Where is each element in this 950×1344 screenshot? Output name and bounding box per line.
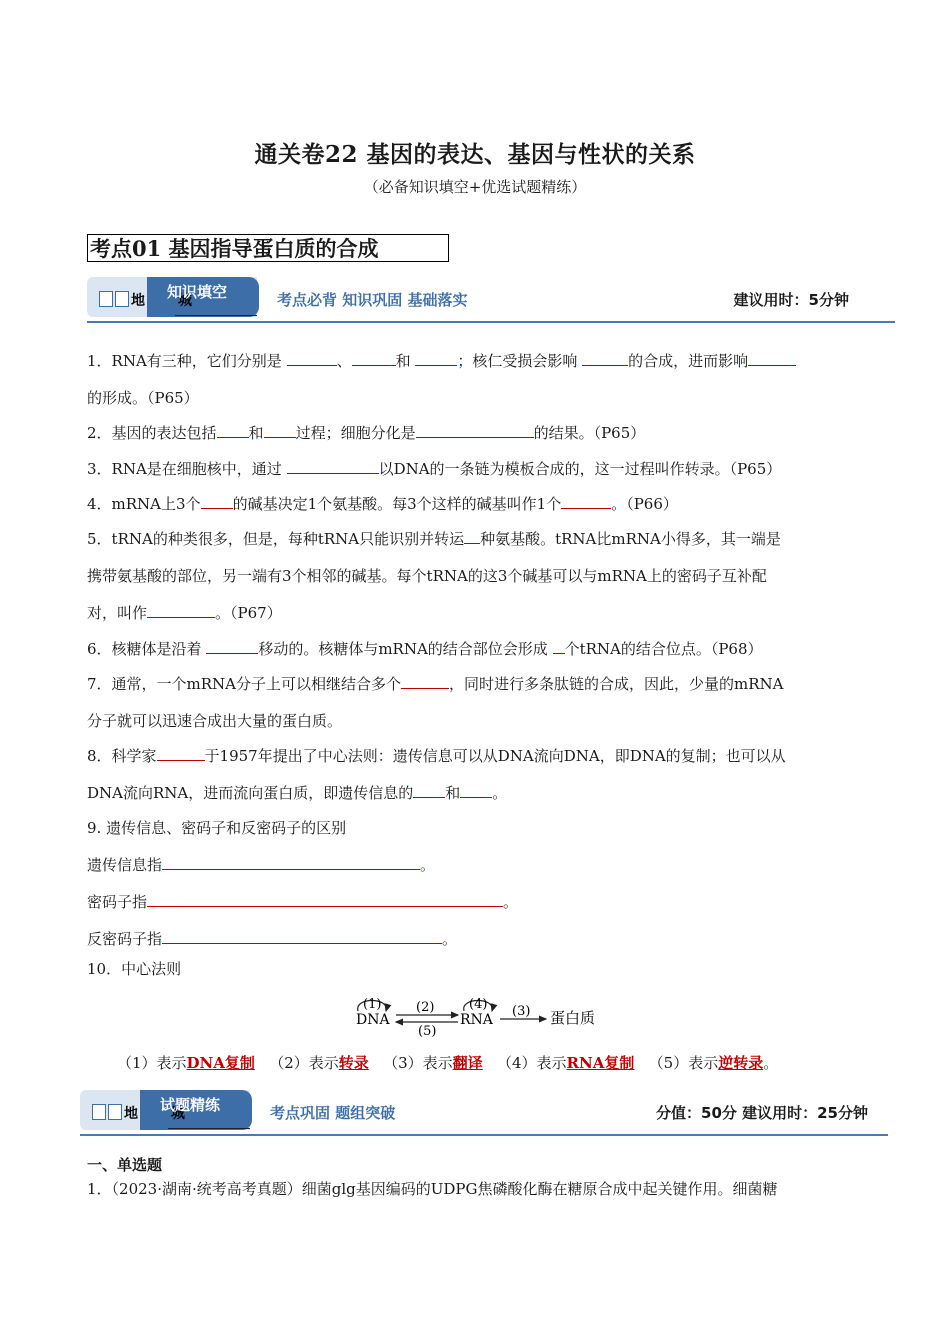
question-1: 1．RNA有三种，它们分别是 、 和 ；核仁受损会影响 的合成，进而影响 的形成。（P65） (87, 343, 877, 417)
label-4: (4) (469, 997, 488, 1012)
blank[interactable] (748, 349, 796, 366)
book-icon (92, 1104, 126, 1124)
blank[interactable] (553, 637, 565, 654)
question-6: 6．核糖体是沿着 移动的。核糖体与mRNA的结合部位会形成 个tRNA的结合位点。（P68） (87, 631, 877, 668)
label-2: (2) (416, 1000, 435, 1015)
answer-4: RNA复制 (566, 1054, 635, 1072)
banner-rule (80, 1134, 888, 1136)
blank[interactable] (416, 421, 534, 438)
banner-practice (80, 1090, 888, 1136)
banner-slogan: 考点必背 知识巩固 基础落实 (277, 291, 468, 309)
blank[interactable] (464, 527, 480, 544)
section-heading-box: 考点01 基因指导蛋白质的合成 (87, 234, 449, 262)
book-icon (99, 291, 133, 311)
blank[interactable] (561, 492, 611, 509)
banner-tab-label: 知识填空 (167, 283, 228, 301)
question-7: 7．通常，一个mRNA分子上可以相继结合多个 ，同时进行多条肽链的合成，因此，少量的mRNA 分子就可以迅速合成出大量的蛋白质。 (87, 666, 877, 740)
answer-2: 转录 (338, 1054, 369, 1072)
question-3: 3．RNA是在细胞核中，通过 以DNA的一条链为模板合成的，这一过程叫作转录。（P65） (87, 451, 877, 488)
question-2: 2．基因的表达包括 和 过程；细胞分化是 的结果。（P65） (87, 415, 877, 452)
page-title: 通关卷22 基因的表达、基因与性状的关系 (254, 141, 696, 168)
answer-3: 翻译 (452, 1054, 483, 1072)
label-rna: RNA (460, 1012, 493, 1028)
banner-tab-underline (168, 1128, 250, 1129)
label-dna: DNA (356, 1012, 390, 1028)
question-10: 10．中心法则 (87, 960, 182, 978)
banner-tab-underline (175, 315, 257, 316)
label-3: (3) (512, 1004, 531, 1019)
mc-question-1: 1．（2023·湖南·统考高考真题）细菌glg基因编码的UDPG焦磷酸化酶在糖原合成中起关键作用。细菌糖 (87, 1180, 778, 1198)
blank[interactable] (162, 927, 442, 944)
label-protein: 蛋白质 (550, 1009, 596, 1027)
blank[interactable] (352, 349, 396, 366)
question-9: 9. 遗传信息、密码子和反密码子的区别 遗传信息指 。 密码子指 。 反密码子指 。 (87, 819, 519, 948)
blank[interactable] (401, 672, 449, 689)
blank[interactable] (287, 349, 337, 366)
blank[interactable] (582, 349, 628, 366)
banner-tab-label: 试题精练 (160, 1096, 221, 1114)
blank[interactable] (201, 492, 233, 509)
banner-time-hint: 建议用时：5分钟 (733, 291, 849, 309)
section-single-choice: 一、单选题 (87, 1156, 163, 1174)
question-4: 4．mRNA上3个 的碱基决定1个氨基酸。每3个这样的碱基叫作1个 。（P66） (87, 486, 877, 523)
blank[interactable] (415, 349, 457, 366)
answer-5: 逆转录 (718, 1054, 764, 1072)
label-5: (5) (418, 1024, 437, 1039)
page-subtitle: （必备知识填空+优选试题精练） (363, 178, 587, 196)
central-dogma-diagram (350, 993, 610, 1039)
question-8: 8．科学家 于1957年提出了中心法则：遗传信息可以从DNA流向DNA，即DNA的复制；也可以从 DNA流向RNA，进而流向蛋白质，即遗传信息的 和 。 (87, 738, 877, 812)
banner-city-label: 地 城 (131, 293, 206, 309)
blank[interactable] (162, 853, 420, 870)
banner-slogan: 考点巩固 题组突破 (270, 1104, 396, 1122)
answer-1: DNA复制 (186, 1054, 255, 1072)
question-5: 5．tRNA的种类很多，但是，每种tRNA只能识别并转运 种氨基酸。tRNA比mRNA小得多，其一端是 携带氨基酸的部位，另一端有3个相邻的碱基。每个tRNA的这3个碱基可以与mRNA上的密码子互补配 对，叫作 。（P67） (87, 521, 877, 632)
banner-rule (87, 321, 895, 323)
blank[interactable] (217, 421, 249, 438)
blank[interactable] (206, 637, 258, 654)
banner-score-time: 分值：50分 建议用时：25分钟 (656, 1104, 868, 1122)
blank[interactable] (287, 457, 379, 474)
blank[interactable] (147, 890, 503, 907)
blank[interactable] (413, 781, 445, 798)
blank[interactable] (460, 781, 492, 798)
banner-city-label: 地 城 (124, 1106, 199, 1122)
banner-knowledge-fill (87, 277, 895, 323)
blank[interactable] (147, 601, 215, 618)
blank[interactable] (264, 421, 296, 438)
blank[interactable] (157, 744, 205, 761)
answer-line: （1）表示DNA复制 （2）表示转录 （3）表示翻译 （4）表示RNA复制 （5）表示逆转录。 (117, 1054, 779, 1072)
label-1: (1) (363, 997, 382, 1012)
